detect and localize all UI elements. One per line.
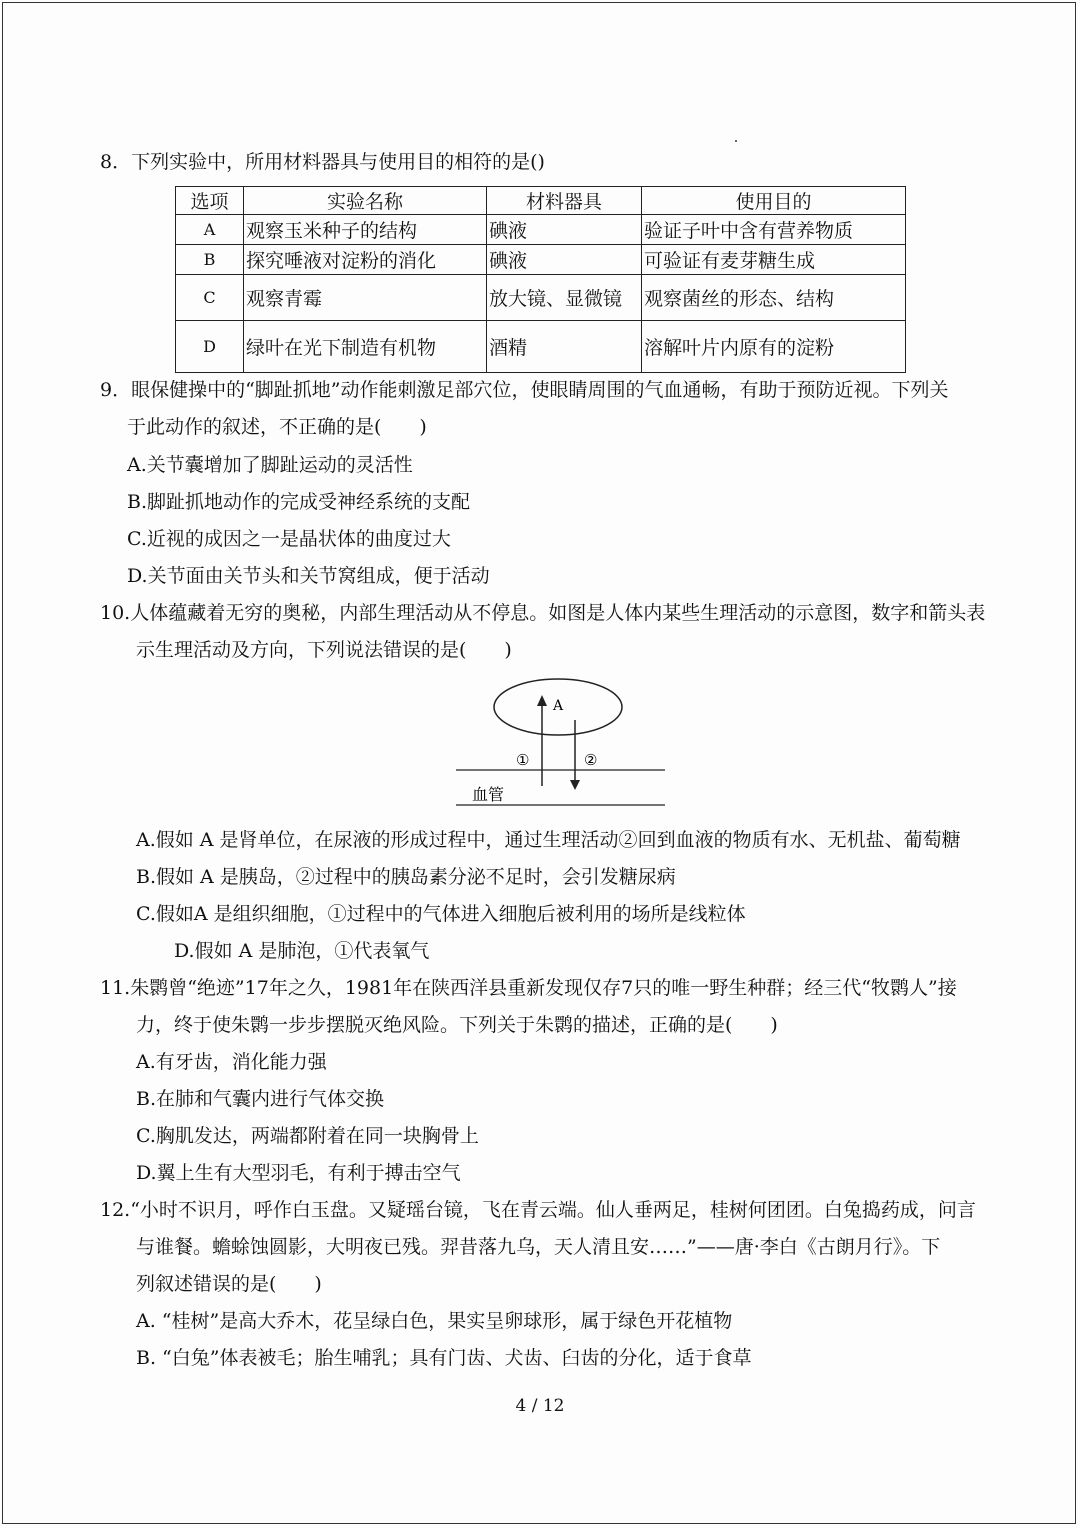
q10-stem-line2: 示生理活动及方向，下列说法错误的是( ) (136, 639, 512, 661)
q11-stem-line2: 力，终于使朱鹮一步步摆脱灭绝风险。下列关于朱鹮的描述，正确的是( ) (136, 1014, 778, 1036)
q9-option-a: A.关节囊增加了脚趾运动的灵活性 (127, 454, 413, 476)
q8-stem: 8．下列实验中，所用材料器具与使用目的相符的是() (100, 151, 545, 173)
table-row (176, 215, 906, 245)
purpose-cell: 溶解叶片内原有的淀粉 (642, 321, 906, 373)
q10-stem-line1: 10.人体蕴藏着无穷的奥秘，内部生理活动从不停息。如图是人体内某些生理活动的示意图，数字和箭头表 (100, 602, 986, 624)
q11-option-a: A.有牙齿，消化能力强 (136, 1051, 327, 1073)
scan-speck (735, 140, 737, 142)
tool-cell: 碘液 (487, 245, 642, 275)
q10-option-b: B.假如 A 是胰岛，②过程中的胰岛素分泌不足时，会引发糖尿病 (136, 866, 676, 888)
q9-option-d: D.关节面由关节头和关节窝组成，便于活动 (127, 565, 490, 587)
q12-stem-line1: 12.“小时不识月，呼作白玉盘。又疑瑶台镜，飞在青云端。仙人垂两足，桂树何团团。白兔捣药成，问言 (100, 1199, 976, 1221)
table-header: 材料器具 (487, 187, 642, 215)
q11-option-c: C.胸肌发达，两端都附着在同一块胸骨上 (136, 1125, 479, 1147)
q11-stem-line1: 11.朱鹮曾“绝迹”17年之久，1981年在陕西洋县重新发现仅存7只的唯一野生种群；经三代“牧鹮人”接 (100, 977, 957, 999)
table-header-row (176, 187, 906, 215)
q9-option-c: C.近视的成因之一是晶状体的曲度过大 (127, 528, 451, 550)
tool-cell: 酒精 (487, 321, 642, 373)
option-cell: B (176, 245, 244, 275)
q12-option-b: B. “白兔”体表被毛；胎生哺乳；具有门齿、犬齿、臼齿的分化，适于食草 (136, 1347, 752, 1369)
option-cell: C (176, 275, 244, 321)
q12-option-a: A. “桂树”是高大乔木，花呈绿白色，果实呈卵球形，属于绿色开花植物 (136, 1310, 733, 1332)
purpose-cell: 验证子叶中含有营养物质 (642, 215, 906, 245)
q12-stem-line3: 列叙述错误的是( ) (136, 1273, 322, 1295)
purpose-cell: 可验证有麦芽糖生成 (642, 245, 906, 275)
purpose-cell: 观察菌丝的形态、结构 (642, 275, 906, 321)
arrow-up-head (537, 695, 547, 706)
q11-option-d: D.翼上生有大型羽毛，有利于搏击空气 (136, 1162, 461, 1184)
circle-label: A (553, 698, 564, 714)
experiment-cell: 观察青霉 (244, 275, 487, 321)
q10-option-d: D.假如 A 是肺泡，①代表氧气 (174, 940, 430, 962)
experiment-cell: 探究唾液对淀粉的消化 (244, 245, 487, 275)
q10-option-a: A.假如 A 是肾单位，在尿液的形成过程中，通过生理活动②回到血液的物质有水、无机盐、葡萄糖 (136, 829, 961, 851)
table-row (176, 321, 906, 373)
physiology-diagram (450, 676, 670, 811)
experiment-cell: 观察玉米种子的结构 (244, 215, 487, 245)
q12-stem-line2: 与谁餐。蟾蜍蚀圆影，大明夜已残。羿昔落九乌，天人清且安……”——唐·李白《古朗月行》。下 (136, 1236, 941, 1258)
table-header: 实验名称 (244, 187, 487, 215)
arrow-down-head (570, 780, 580, 790)
page-number: 4 / 12 (515, 1396, 565, 1416)
experiment-cell: 绿叶在光下制造有机物 (244, 321, 487, 373)
tool-cell: 碘液 (487, 215, 642, 245)
tool-cell: 放大镜、显微镜 (487, 275, 642, 321)
table-row (176, 275, 906, 321)
table-header: 选项 (176, 187, 244, 215)
option-cell: A (176, 215, 244, 245)
table-header: 使用目的 (642, 187, 906, 215)
q9-stem-line2: 于此动作的叙述，不正确的是( ) (127, 416, 427, 438)
q8-table (175, 186, 906, 373)
arrow-1-label: ① (516, 751, 530, 769)
q9-option-b: B.脚趾抓地动作的完成受神经系统的支配 (127, 491, 471, 513)
vessel-label: 血管 (472, 785, 505, 804)
q9-stem-line1: 9．眼保健操中的“脚趾抓地”动作能刺激足部穴位，使眼睛周围的气血通畅，有助于预防近视。下列关 (100, 379, 949, 401)
q10-option-c: C.假如A 是组织细胞，①过程中的气体进入细胞后被利用的场所是线粒体 (136, 903, 746, 925)
arrow-2-label: ② (584, 751, 598, 769)
table-row (176, 245, 906, 275)
option-cell: D (176, 321, 244, 373)
q11-option-b: B.在肺和气囊内进行气体交换 (136, 1088, 385, 1110)
